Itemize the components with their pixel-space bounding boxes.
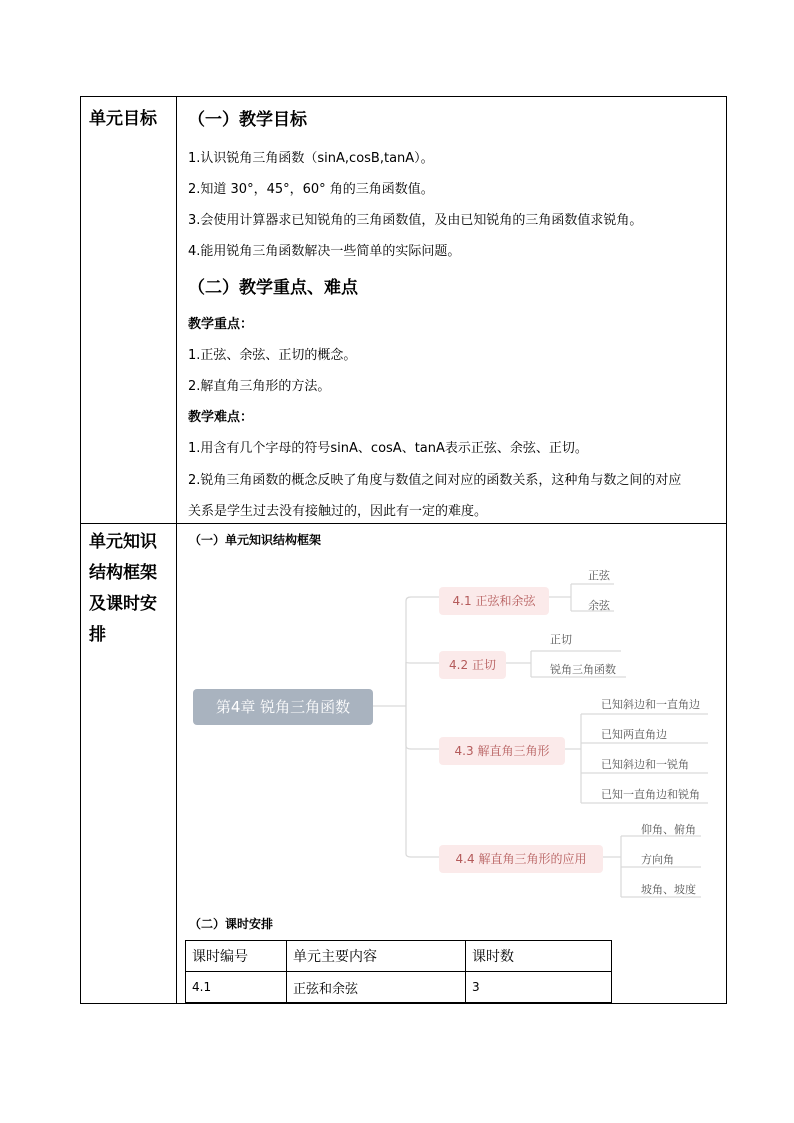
difficulty-item: 1.用含有几个字母的符号sinA、cosA、tanA表示正弦、余弦、正切。	[188, 441, 588, 456]
plan-table	[80, 96, 727, 1004]
mindmap-leaf: 已知一直角边和锐角	[601, 788, 700, 801]
framework-label-line: 排	[89, 625, 106, 645]
goals-heading: （一）教学目标	[188, 110, 307, 130]
table-cell: 正弦和余弦	[287, 972, 466, 1003]
framework-label-line: 结构框架	[89, 563, 157, 583]
table-cell: 3	[466, 972, 612, 1003]
mindmap-leaf: 方向角	[641, 853, 674, 866]
table-header-row	[186, 941, 612, 972]
goal-item: 3.会使用计算器求已知锐角的三角函数值，及由已知锐角的三角函数值求锐角。	[188, 213, 643, 228]
mindmap-node: 4.1 正弦和余弦	[439, 587, 549, 615]
difficulty-label: 教学难点：	[188, 410, 254, 425]
table-row	[186, 972, 612, 1003]
framework-label-line: 单元知识	[89, 532, 157, 552]
key-point: 1.正弦、余弦、正切的概念。	[188, 348, 357, 363]
mindmap-leaf: 余弦	[588, 599, 610, 612]
framework-title: （一）单元知识结构框架	[189, 533, 322, 547]
mindmap-node: 4.3 解直角三角形	[439, 737, 565, 765]
goal-item: 1.认识锐角三角函数（sinA,cosB,tanA）。	[188, 151, 434, 166]
keypoints-heading: （二）教学重点、难点	[188, 278, 358, 298]
table-cell: 4.1	[186, 972, 287, 1003]
difficulty-item: 关系是学生过去没有接触过的，因此有一定的难度。	[188, 504, 488, 519]
mindmap-leaf: 正弦	[588, 569, 610, 582]
schedule-table	[185, 940, 612, 1003]
unit-goal-label: 单元目标	[89, 109, 157, 129]
mindmap-leaf: 已知两直角边	[601, 728, 667, 741]
mindmap-connectors	[81, 97, 726, 1003]
mindmap-leaf: 正切	[550, 633, 572, 646]
key-label: 教学重点：	[188, 317, 254, 332]
mindmap-leaf: 锐角三角函数	[550, 663, 616, 676]
framework-label-line: 及课时安	[89, 594, 157, 614]
mindmap-leaf: 坡角、坡度	[641, 883, 696, 896]
mindmap-node: 4.4 解直角三角形的应用	[439, 845, 603, 873]
goal-item: 2.知道 30°，45°，60° 角的三角函数值。	[188, 182, 434, 197]
mindmap-leaf: 已知斜边和一直角边	[601, 698, 700, 711]
table-header: 课时数	[466, 941, 612, 972]
key-point: 2.解直角三角形的方法。	[188, 379, 331, 394]
mindmap-leaf: 仰角、俯角	[641, 823, 696, 836]
table-header: 课时编号	[186, 941, 287, 972]
goal-item: 4.能用锐角三角函数解决一些简单的实际问题。	[188, 244, 461, 259]
mindmap-leaf: 已知斜边和一锐角	[601, 758, 689, 771]
table-header: 单元主要内容	[287, 941, 466, 972]
schedule-title: （二）课时安排	[189, 917, 274, 931]
mindmap-node: 4.2 正切	[439, 651, 506, 679]
difficulty-item: 2.锐角三角函数的概念反映了角度与数值之间对应的函数关系，这种角与数之间的对应	[188, 473, 682, 488]
mindmap-root: 第4章 锐角三角函数	[193, 689, 373, 725]
